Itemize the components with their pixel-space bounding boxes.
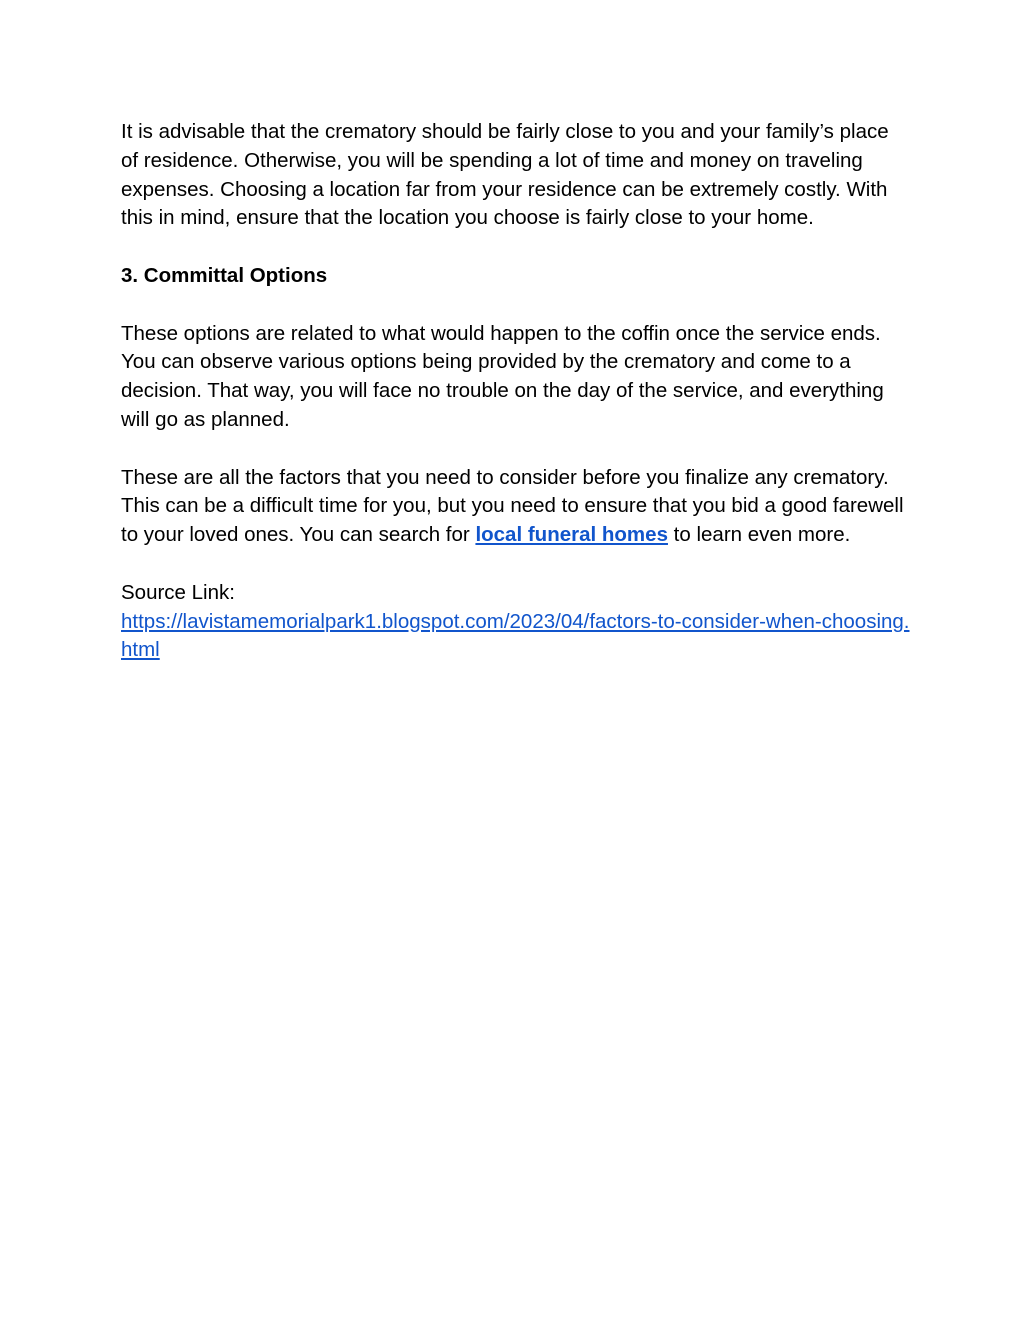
section-heading-committal-options: 3. Committal Options xyxy=(121,263,328,287)
document-page xyxy=(121,118,911,665)
local-funeral-homes-link[interactable]: local funeral homes xyxy=(475,523,668,547)
paragraph-crematory-location: It is advisable that the crematory should be fairly close to you and your family’s place of residence. Otherwise, you will be spending a lot of time and money on traveling expenses. Choosing a location far from your residence can be extremely costly. With this in mind, ensure that the location you choose is fairly close to your home. xyxy=(121,120,889,230)
paragraph-committal-options: These options are related to what would happen to the coffin once the service ends. You can observe various options being provided by the crematory and come to a decision. That way, you will face no trouble on the day of the service, and everything will go as planned. xyxy=(121,321,884,431)
source-url-link[interactable]: https://lavistamemorialpark1.blogspot.com/2023/04/factors-to-consider-when-choosing.html xyxy=(121,609,910,662)
conclusion-text-after-link: to learn even more. xyxy=(667,523,851,547)
paragraph-conclusion xyxy=(121,464,911,550)
source-label: Source Link: xyxy=(121,580,235,604)
source-section xyxy=(121,579,911,665)
conclusion-text-before-link: These are all the factors that you need to consider before you finalize any crematory. This can be a difficult time for you, but you need to ensure that you bid a good farewell to your loved ones. You can search for xyxy=(121,465,904,547)
